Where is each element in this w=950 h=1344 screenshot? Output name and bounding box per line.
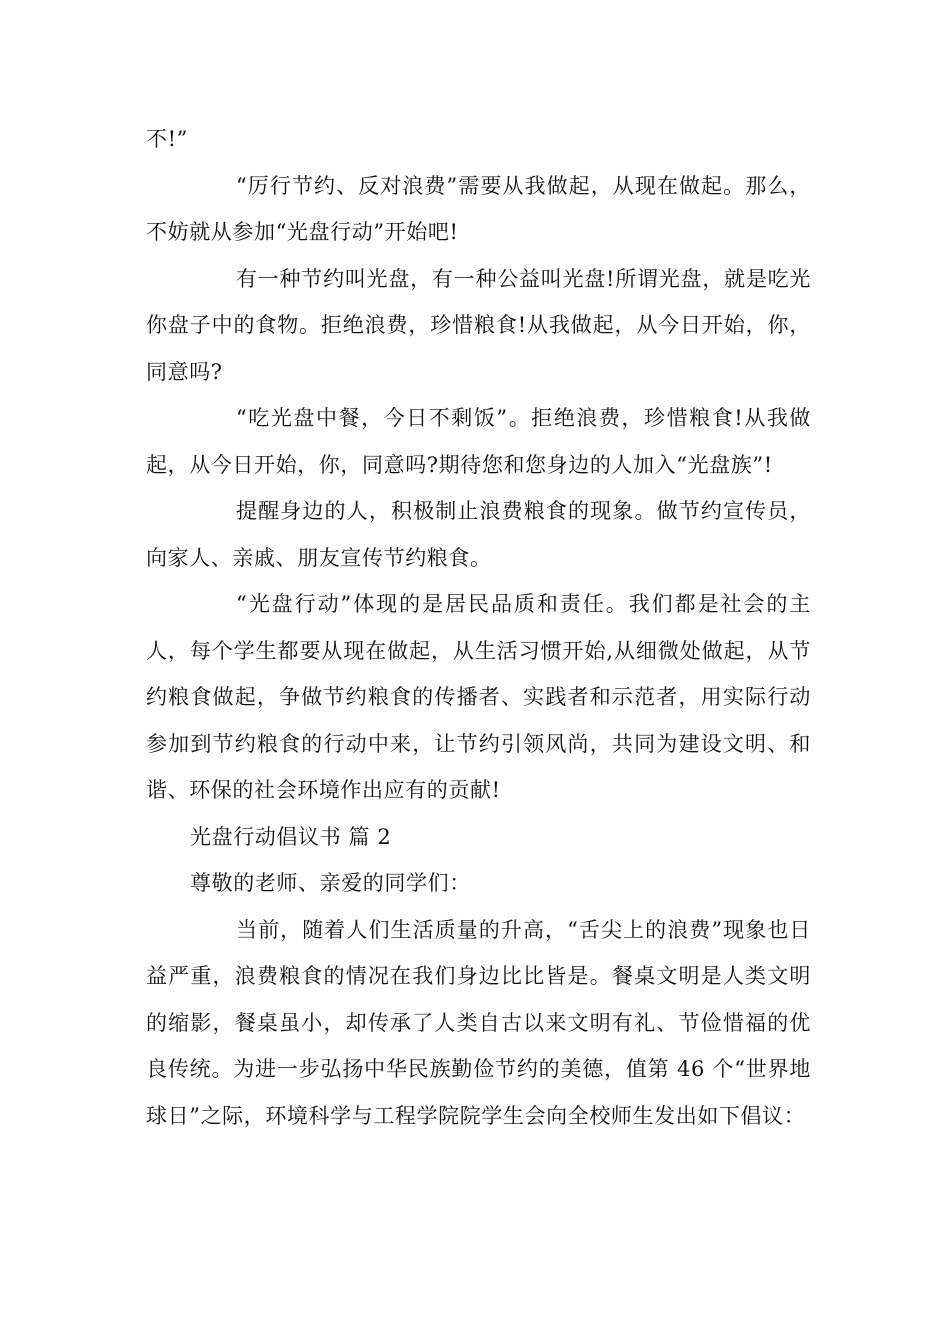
document-body xyxy=(146,116,811,1139)
paragraph-clean-plate-definition: 有一种节约叫光盘，有一种公益叫光盘!所谓光盘，就是吃光你盘子中的食物。拒绝浪费，珍惜粮食!从我做起，从今日开始，你，同意吗? xyxy=(146,266,811,384)
paragraph-responsibility: “光盘行动”体现的是居民品质和责任。我们都是社会的主人，每个学生都要从现在做起，从生活习惯开始,从细微处做起，从节约粮食做起，争做节约粮食的传播者、实践者和示范者，用实际行动参加到节约粮食的行动中来，让节约引领风尚，共同为建设文明、和谐、环保的社会环境作出应有的贡献! xyxy=(146,592,811,802)
paragraph-continuation: 不!” xyxy=(146,127,188,151)
paragraph-introduction: 当前，随着人们生活质量的升高，“舌尖上的浪费”现象也日益严重，浪费粮食的情况在我们身边比比皆是。餐桌文明是人类文明的缩影，餐桌虽小，却传承了人类自古以来文明有礼、节俭惜福的优良传统。为进一步弘扬中华民族勤俭节约的美德，值第 46 个“世界地球日”之际，环境科学与工程学院院学生会向全校师生发出如下倡议： xyxy=(146,917,811,1128)
salutation: 尊敬的老师、亲爱的同学们： xyxy=(190,871,471,895)
paragraph-remind-others: 提醒身边的人，积极制止浪费粮食的现象。做节约宣传员，向家人、亲戚、朋友宣传节约粮食。 xyxy=(146,499,811,570)
paragraph-clean-plate-slogan: “吃光盘中餐，今日不剩饭”。拒绝浪费，珍惜粮食!从我做起，从今日开始，你，同意吗?期待您和您身边的人加入“光盘族”! xyxy=(146,406,811,477)
section-heading: 光盘行动倡议书 篇 2 xyxy=(190,824,392,849)
paragraph-frugality: “厉行节约、反对浪费”需要从我做起，从现在做起。那么，不妨就从参加“光盘行动”开始吧! xyxy=(146,173,811,244)
